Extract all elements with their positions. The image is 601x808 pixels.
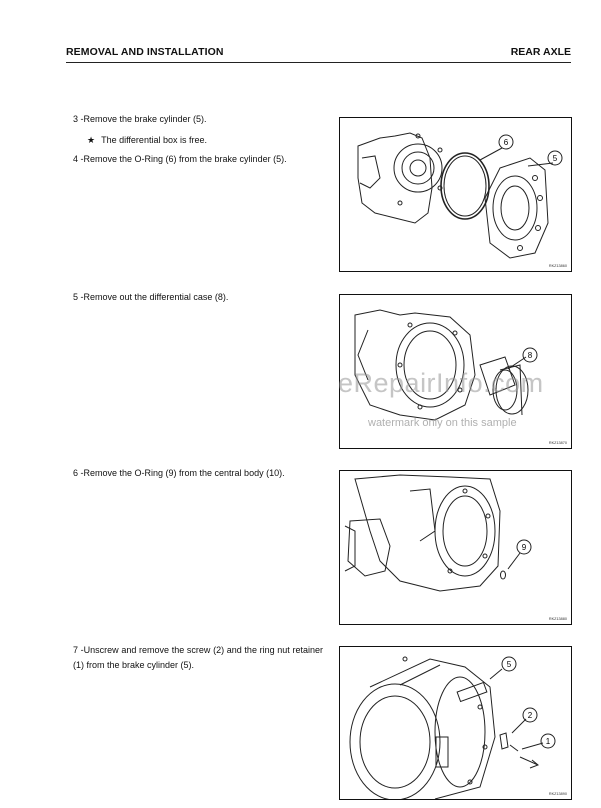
callout-9: 9 xyxy=(521,543,527,552)
figure-1-illustration xyxy=(340,118,571,271)
callout-5: 5 xyxy=(506,660,512,669)
callout-8: 8 xyxy=(527,351,533,360)
header-divider xyxy=(66,62,571,63)
watermark-caption: watermark only on this sample xyxy=(368,417,517,429)
step-3-note-text: The differential box is free. xyxy=(101,135,207,145)
step-3-note xyxy=(87,135,207,146)
figure-o-ring-central-body xyxy=(339,470,572,625)
figure-4-illustration xyxy=(340,647,571,799)
figure-brake-cylinder-removal xyxy=(339,117,572,272)
figure-code: RKZ13870 xyxy=(548,441,567,445)
figure-code: RKZ13880 xyxy=(548,617,567,621)
callout-5: 5 xyxy=(552,154,558,163)
figure-ring-nut-retainer-removal xyxy=(339,646,572,800)
watermark-logo: eRepairInfo.com xyxy=(338,368,544,398)
page-header xyxy=(66,44,571,62)
step-6-text: 6 -Remove the O-Ring (9) from the central body (10). xyxy=(73,468,285,478)
chapter-title: REAR AXLE xyxy=(510,46,571,58)
callout-6: 6 xyxy=(503,138,509,147)
callout-1: 1 xyxy=(545,737,551,746)
star-icon: ★ xyxy=(87,135,96,145)
figure-code: RKZ13890 xyxy=(548,792,567,796)
callout-2: 2 xyxy=(527,711,533,720)
step-3-text: 3 -Remove the brake cylinder (5). xyxy=(73,114,207,124)
figure-code: RKZ13860 xyxy=(548,264,567,268)
figure-3-illustration xyxy=(340,471,571,624)
step-4-text: 4 -Remove the O-Ring (6) from the brake cylinder (5). xyxy=(73,154,287,164)
step-7-text: 7 -Unscrew and remove the screw (2) and the ring nut retainer (1) from the brake cylinder (5). xyxy=(73,645,323,670)
step-5-text: 5 -Remove out the differential case (8). xyxy=(73,292,229,302)
section-title: REMOVAL AND INSTALLATION xyxy=(66,46,224,58)
